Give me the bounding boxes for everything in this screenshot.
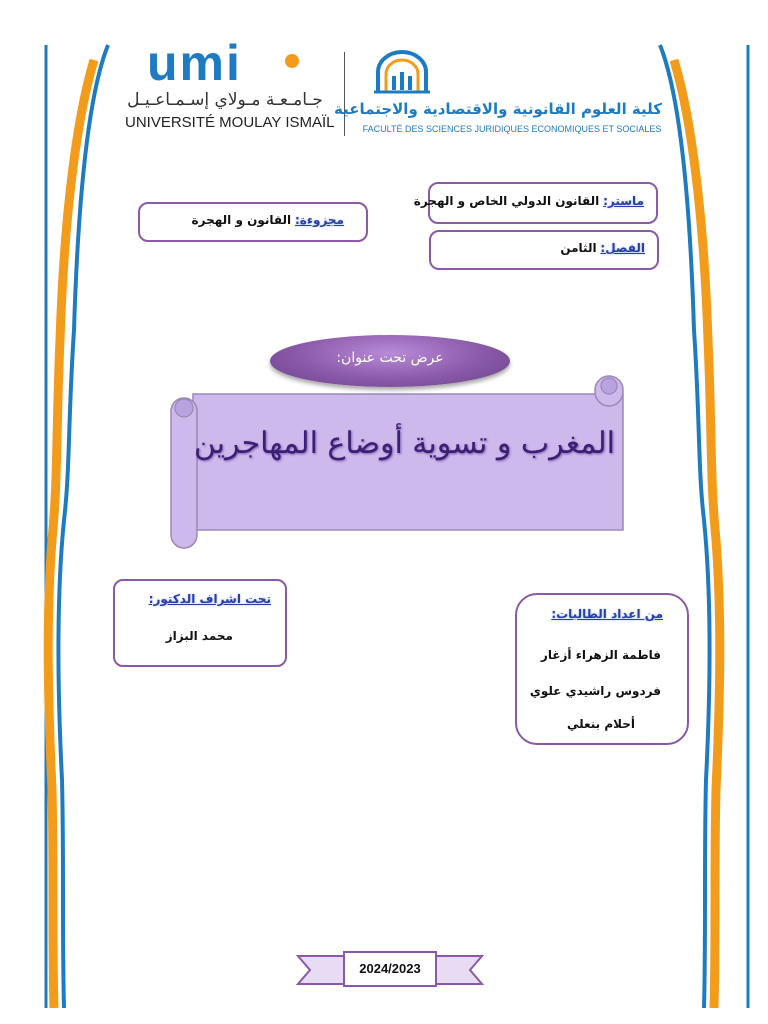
- faculty-french-name: FACULTÉ DES SCIENCES JURIDIQUES ECONOMIQUES ET SOCIALES: [362, 124, 662, 134]
- presentation-label: عرض تحت عنوان:: [336, 350, 444, 366]
- umi-logo: [125, 35, 335, 140]
- students-label: من اعداد الطالبات:: [551, 607, 663, 621]
- module-box: [138, 202, 368, 242]
- students-box: [515, 593, 689, 745]
- master-value: القانون الدولي الخاص و الهجرة: [413, 194, 600, 208]
- faculty-emblem-icon: [372, 50, 432, 94]
- student-name: فردوس راشيدي علوي: [529, 684, 661, 698]
- master-label: ماستر:: [603, 194, 644, 208]
- supervisor-label: تحت اشراف الدكتور:: [148, 592, 271, 606]
- umi-french-name: UNIVERSITÉ MOULAY ISMAÏL: [125, 114, 335, 131]
- title-scroll-banner: [165, 372, 627, 552]
- student-name: فاطمة الزهراء أزغار: [540, 648, 661, 662]
- semester-label: الفصل:: [600, 241, 645, 255]
- presentation-title: المغرب و تسوية أوضاع المهاجرين: [193, 426, 615, 461]
- module-value: القانون و الهجرة: [191, 213, 292, 227]
- umi-logo-mark: umi: [147, 35, 242, 91]
- module-label: مجزوءة:: [294, 213, 344, 227]
- academic-year: 2024/2023: [359, 961, 421, 976]
- umi-logo-dot: [285, 54, 299, 68]
- semester-box: [429, 230, 659, 270]
- master-box: [413, 182, 658, 224]
- supervisor-name: محمد البزاز: [165, 629, 233, 643]
- supervisor-box: [113, 579, 287, 667]
- umi-arabic-name: جـامـعـة مـولاي إسـمـاعـيـل: [127, 90, 323, 110]
- logo-divider: [344, 52, 345, 136]
- faculty-arabic-name: كلية العلوم القانونية والاقتصادية والاجتماعية: [334, 100, 662, 118]
- student-name: أحلام بنعلي: [566, 717, 635, 731]
- semester-value: الثامن: [560, 241, 597, 255]
